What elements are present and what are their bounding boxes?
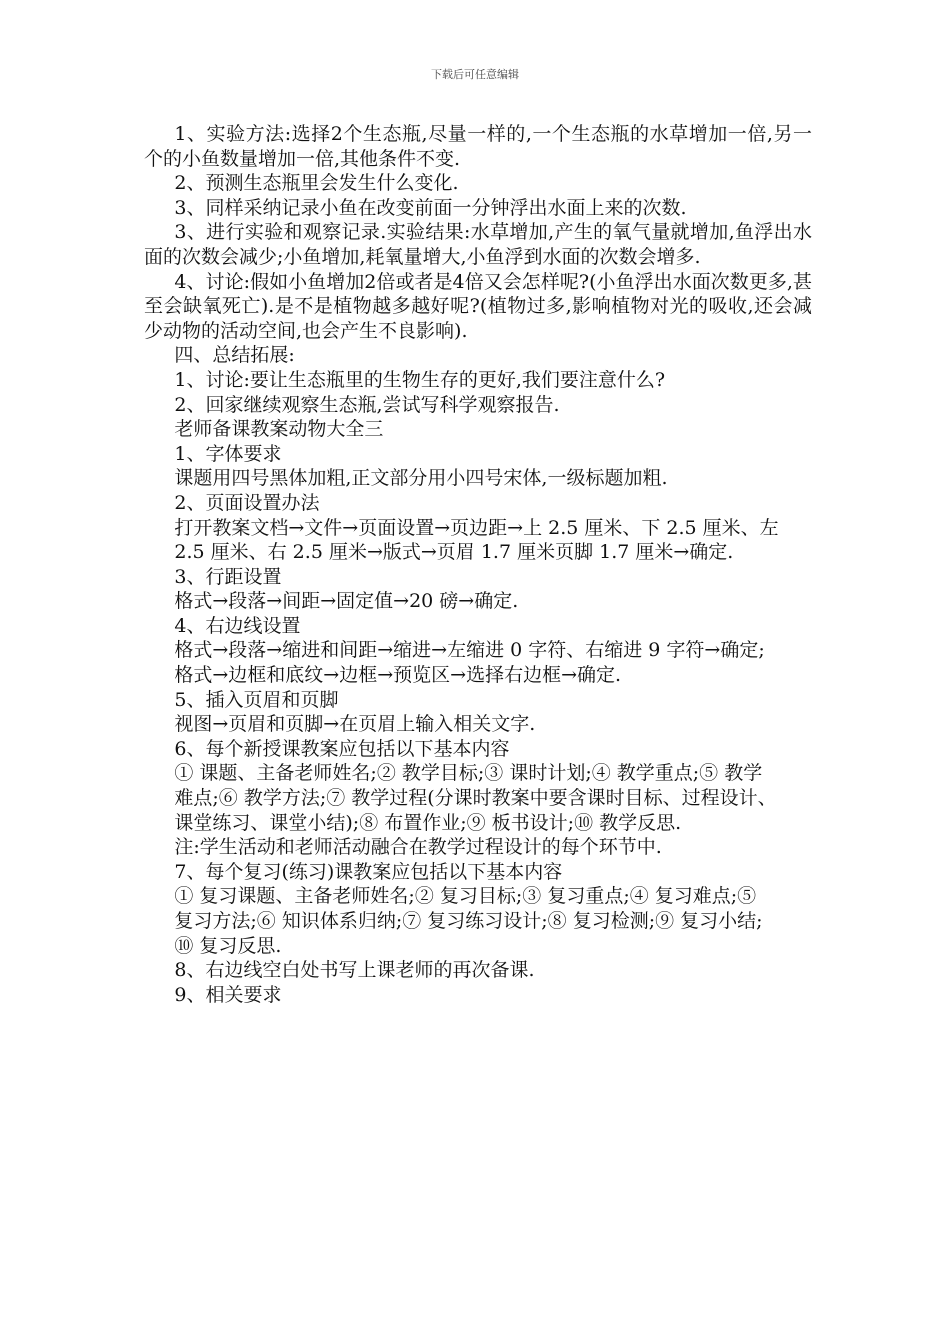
paragraph: 格式→边框和底纹→边框→预览区→选择右边框→确定. (174, 664, 622, 687)
paragraph: 9、相关要求 (174, 983, 282, 1006)
paragraph: 老师备课教案动物大全三 (174, 418, 384, 441)
document-body (144, 122, 812, 1007)
paragraph: 课堂练习、课堂小结);⑧ 布置作业;⑨ 板书设计;⑩ 教学反思. (174, 811, 682, 834)
paragraph: 四、总结拓展: (174, 344, 295, 367)
page-header: 下载后可任意编辑 (431, 68, 519, 81)
paragraph: 2、预测生态瓶里会发生什么变化. (174, 172, 459, 195)
paragraph: 格式→段落→间距→固定值→20 磅→确定. (174, 590, 519, 613)
paragraph: 难点;⑥ 教学方法;⑦ 教学过程(分课时教案中要含课时目标、过程设计、 (174, 787, 777, 810)
paragraph: 4、讨论:假如小鱼增加2倍或者是4倍又会怎样呢?(小鱼浮出水面次数更多,甚至会缺氧死亡).是不是植物越多越好呢?(植物过多,影响植物对光的吸收,还会减少动物的活动空间,也会产生不良影响). (144, 270, 812, 342)
paragraph: 2、回家继续观察生态瓶,尝试写科学观察报告. (174, 393, 560, 416)
paragraph: 复习方法;⑥ 知识体系归纳;⑦ 复习练习设计;⑧ 复习检测;⑨ 复习小结; (174, 910, 763, 932)
paragraph: 视图→页眉和页脚→在页眉上输入相关文字. (174, 713, 536, 736)
paragraph: ① 课题、主备老师姓名;② 教学目标;③ 课时计划;④ 教学重点;⑤ 教学 (174, 762, 763, 785)
paragraph: 课题用四号黑体加粗,正文部分用小四号宋体,一级标题加粗. (174, 467, 668, 490)
paragraph: 5、插入页眉和页脚 (174, 688, 339, 711)
paragraph: 1、讨论:要让生态瓶里的生物生存的更好,我们要注意什么? (174, 368, 666, 391)
paragraph: 1、字体要求 (174, 442, 282, 465)
paragraph: 注:学生活动和老师活动融合在教学过程设计的每个环节中. (174, 836, 662, 859)
paragraph: ① 复习课题、主备老师姓名;② 复习目标;③ 复习重点;④ 复习难点;⑤ (174, 885, 757, 908)
paragraph: 6、每个新授课教案应包括以下基本内容 (174, 737, 510, 760)
paragraph: 7、每个复习(练习)课教案应包括以下基本内容 (174, 860, 563, 883)
paragraph: 4、右边线设置 (174, 614, 301, 637)
paragraph: 8、右边线空白处书写上课老师的再次备课. (174, 959, 535, 982)
paragraph: 3、进行实验和观察记录.实验结果:水草增加,产生的氧气量就增加,鱼浮出水面的次数会减少;小鱼增加,耗氧量增大,小鱼浮到水面的次数会增多. (144, 221, 812, 268)
paragraph: 格式→段落→缩进和间距→缩进→左缩进 0 字符、右缩进 9 字符→确定; (174, 639, 765, 662)
paragraph: 2、页面设置办法 (174, 491, 320, 514)
paragraph: ⑩ 复习反思. (174, 934, 282, 957)
paragraph: 3、行距设置 (174, 565, 282, 588)
paragraph: 打开教案文档→文件→页面设置→页边距→上 2.5 厘米、下 2.5 厘米、左 (174, 516, 779, 539)
paragraph: 2.5 厘米、右 2.5 厘米→版式→页眉 1.7 厘米页脚 1.7 厘米→确定. (174, 541, 734, 564)
paragraph: 1、实验方法:选择2个生态瓶,尽量一样的,一个生态瓶的水草增加一倍,另一个的小鱼数量增加一倍,其他条件不变. (144, 123, 812, 170)
paragraph: 3、同样采纳记录小鱼在改变前面一分钟浮出水面上来的次数. (174, 196, 687, 219)
